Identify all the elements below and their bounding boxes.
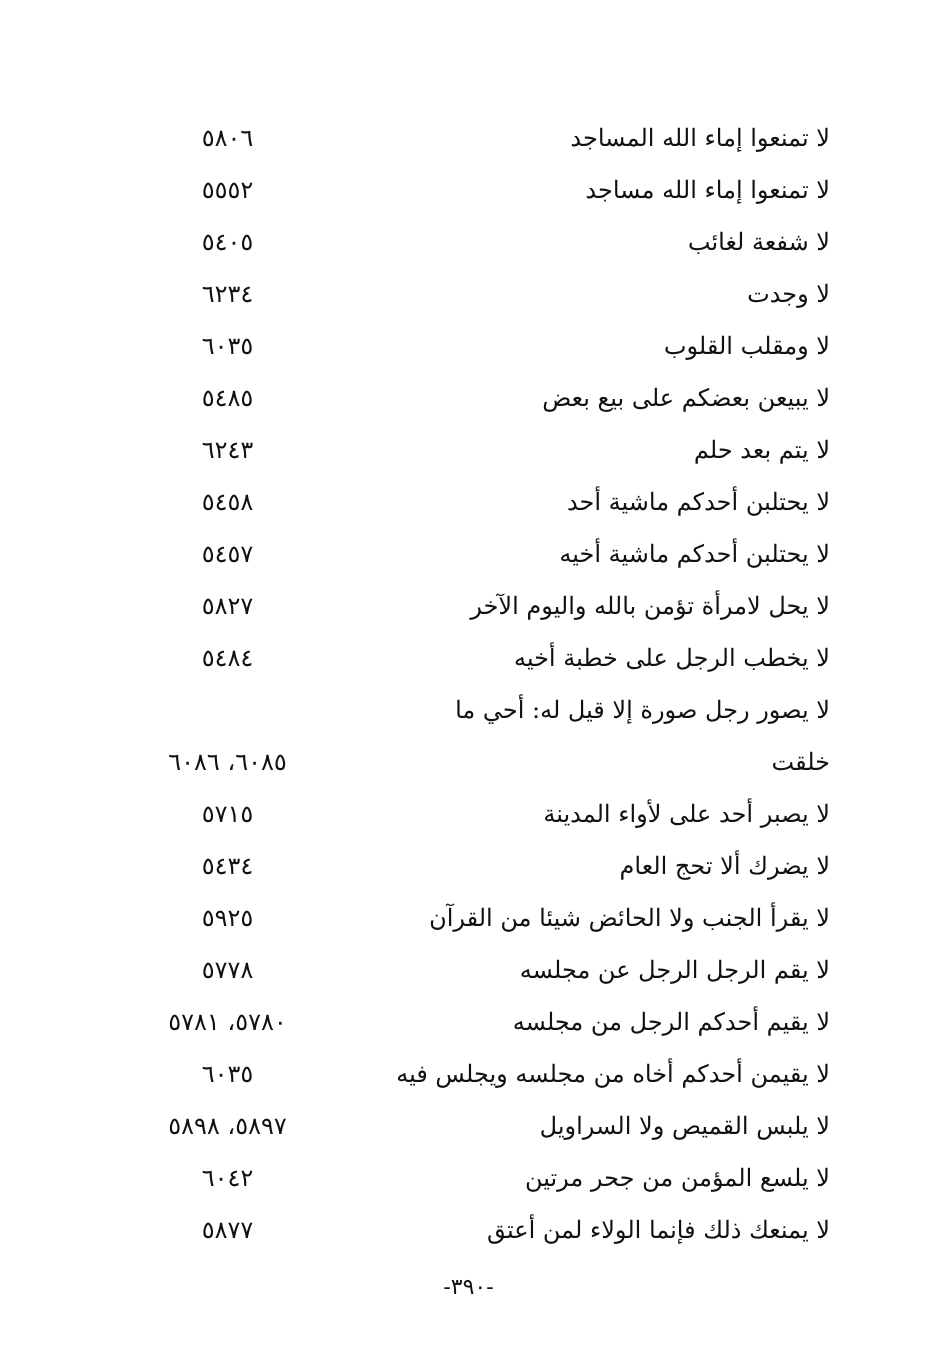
hadith-index-list — [120, 112, 840, 1256]
entry-reference: ٦٠٤٢ — [201, 1164, 254, 1192]
entry-text: لا يقيم أحدكم الرجل من مجلسه — [512, 1008, 830, 1036]
entry-text: لا يقيمن أحدكم أخاه من مجلسه ويجلس فيه — [396, 1060, 830, 1088]
entry-reference: ٥٤٥٨ — [201, 488, 254, 516]
list-item — [120, 944, 840, 996]
entry-reference: ٥٧٧٨ — [201, 956, 254, 984]
entry-text: لا ومقلب القلوب — [663, 332, 830, 360]
list-item — [120, 320, 840, 372]
entry-text: لا تمنعوا إماء الله مساجد — [585, 176, 830, 204]
entry-reference: ٥٨٠٦ — [201, 124, 254, 152]
entry-reference: ٥٤٣٤ — [201, 852, 254, 880]
entry-reference: ٦٢٣٤ — [201, 280, 254, 308]
entry-reference: ٥٤٨٤ — [201, 644, 254, 672]
entry-reference: ٥٥٥٢ — [201, 176, 254, 204]
list-item — [120, 996, 840, 1048]
entry-reference: ٥٨٩٧، ٥٨٩٨ — [168, 1112, 287, 1140]
entry-text: لا يصور رجل صورة إلا قيل له: أحي ما — [455, 696, 830, 724]
list-item — [120, 1204, 840, 1256]
entry-text: لا شفعة لغائب — [687, 228, 830, 256]
list-item — [120, 736, 840, 788]
list-item — [120, 1152, 840, 1204]
entry-text: لا يصبر أحد على لأواء المدينة — [543, 800, 830, 828]
entry-reference: ٥٨٧٧ — [201, 1216, 254, 1244]
list-item — [120, 476, 840, 528]
entry-text: لا يضرك ألا تحج العام — [619, 852, 830, 880]
list-item — [120, 528, 840, 580]
list-item — [120, 632, 840, 684]
entry-text: لا تمنعوا إماء الله المساجد — [570, 124, 830, 152]
list-item — [120, 892, 840, 944]
list-item — [120, 372, 840, 424]
entry-reference: ٥٨٢٧ — [201, 592, 254, 620]
list-item — [120, 268, 840, 320]
entry-reference: ٦٠٨٥، ٦٠٨٦ — [168, 748, 287, 776]
list-item — [120, 1048, 840, 1100]
list-item — [120, 788, 840, 840]
entry-text: لا يلبس القميص ولا السراويل — [539, 1112, 830, 1140]
entry-text: لا يخطب الرجل على خطبة أخيه — [513, 644, 830, 672]
list-item — [120, 580, 840, 632]
entry-reference: ٥٧٨٠، ٥٧٨١ — [168, 1008, 287, 1036]
entry-reference: ٥٤٨٥ — [201, 384, 254, 412]
list-item — [120, 216, 840, 268]
entry-reference: ٥٩٢٥ — [201, 904, 254, 932]
entry-text: لا يقم الرجل الرجل عن مجلسه — [519, 956, 830, 984]
entry-text: خلقت — [771, 748, 830, 776]
entry-reference: ٦٢٤٣ — [201, 436, 254, 464]
page-number: -٣٩٠- — [443, 1275, 494, 1300]
entry-reference: ٥٤٠٥ — [201, 228, 254, 256]
entry-text: لا يتم بعد حلم — [693, 436, 830, 464]
entry-text: لا يحتلبن أحدكم ماشية أحد — [566, 488, 830, 516]
entry-text: لا يقرأ الجنب ولا الحائض شيئا من القرآن — [429, 904, 830, 932]
list-item — [120, 164, 840, 216]
entry-reference: ٦٠٣٥ — [201, 1060, 254, 1088]
entry-reference: ٥٧١٥ — [201, 800, 254, 828]
entry-text: لا يحتلبن أحدكم ماشية أخيه — [559, 540, 830, 568]
entry-text: لا وجدت — [747, 280, 830, 308]
entry-reference: ٦٠٣٥ — [201, 332, 254, 360]
list-item — [120, 112, 840, 164]
entry-reference: ٥٤٥٧ — [201, 540, 254, 568]
list-item — [120, 424, 840, 476]
entry-text: لا يلسع المؤمن من جحر مرتين — [524, 1164, 830, 1192]
list-item — [120, 840, 840, 892]
entry-text: لا يبيعن بعضكم على بيع بعض — [542, 384, 830, 412]
list-item — [120, 684, 840, 736]
list-item — [120, 1100, 840, 1152]
entry-text: لا يحل لامرأة تؤمن بالله واليوم الآخر — [470, 592, 830, 620]
entry-text: لا يمنعك ذلك فإنما الولاء لمن أعتق — [487, 1216, 830, 1244]
